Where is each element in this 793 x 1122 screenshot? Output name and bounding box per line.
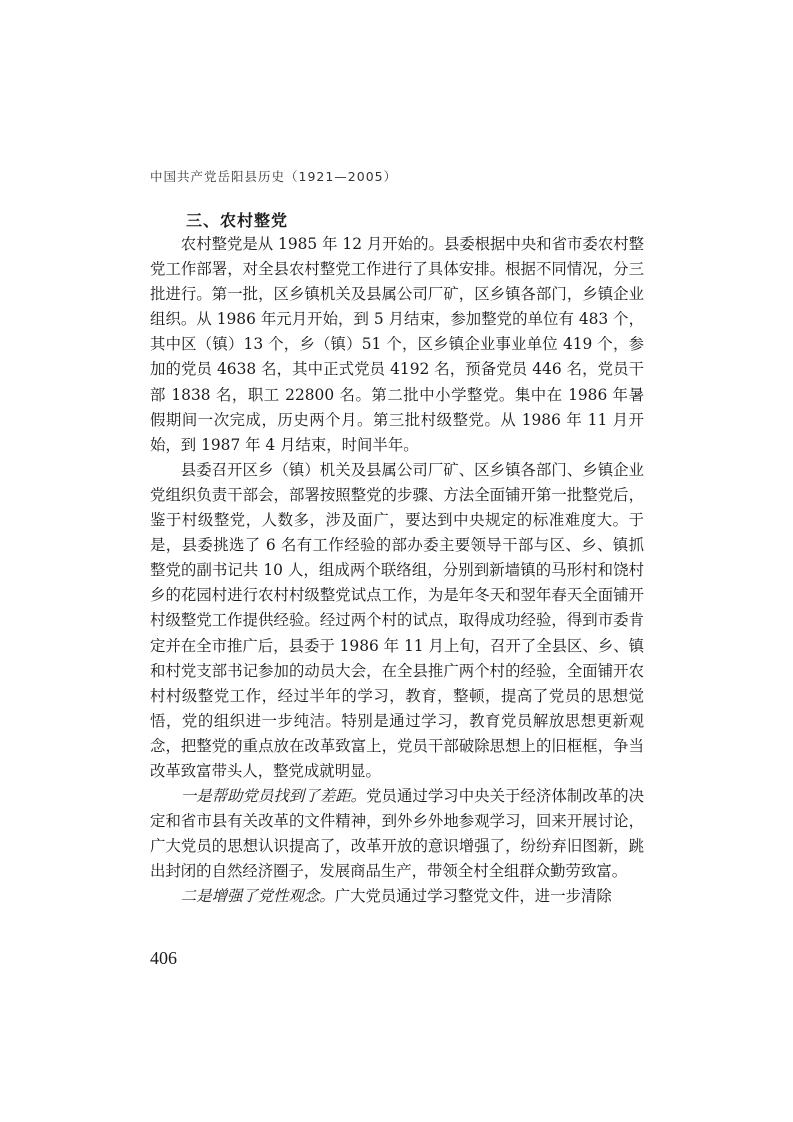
paragraph-text: 党员通过学习中央关于经济体制改革的决定和省市县有关改革的文件精神，到外乡外地参观学习，回来开展讨论，广大党员的思想认识提高了，改革开放的意识增强了，纷纷弃旧图新，跳出封闭的自然经济圈子，发展商品生产，带领全村全组群众勤劳致富。 xyxy=(150,787,644,881)
paragraph-lead: 二是增强了党性观念。 xyxy=(180,887,335,906)
page-number: 406 xyxy=(150,948,177,968)
paragraph-4 xyxy=(150,884,644,909)
paragraph-1 xyxy=(150,232,644,458)
paragraph-3 xyxy=(150,784,644,884)
paragraph-text: 农村整党是从 1985 年 12 月开始的。县委根据中央和省市委农村整党工作部署，对全县农村整党工作进行了具体安排。根据不同情况，分三批进行。第一批，区乡镇机关及县属公司厂矿，区乡镇各部门，乡镇企业组织。从 1986 年元月开始，到 5 月结束，参加整党的单位有 483 个，其中区（镇）13 个，乡（镇）51 个，区乡镇企业事业单位 419 个，参加的党员 4638 名，其中正式党员 4192 名，预备党员 446 名，党员干部 1838 名，职工 22800 名。第二批中小学整党。集中在 1986 年暑假期间一次完成，历史两个月。第三批村级整党。从 1986 年 11 月开始，到 1987 年 4 月结束，时间半年。 xyxy=(150,235,644,454)
paragraph-text: 县委召开区乡（镇）机关及县属公司厂矿、区乡镇各部门、乡镇企业党组织负责干部会，部署按照整党的步骤、方法全面铺开第一批整党后，鉴于村级整党，人数多，涉及面广，要达到中央规定的标准难度大。于是，县委挑选了 6 名有工作经验的部办委主要领导干部与区、乡、镇抓整党的副书记共 10 人，组成两个联络组，分别到新墙镇的马形村和饶村乡的花园村进行农村村级整党试点工作，为是年冬天和翌年春天全面铺开村级整党工作提供经验。经过两个村的试点，取得成功经验，得到市委肯定并在全市推广后，县委于 1986 年 11 月上旬，召开了全县区、乡、镇和村党支部书记参加的动员大会，在全县推广两个村的经验，全面铺开农村村级整党工作，经过半年的学习，教育，整顿，提高了党员的思想觉悟，党的组织进一步纯洁。特别是通过学习，教育党员解放思想更新观念，把整党的重点放在改革致富上，党员干部破除思想上的旧框框，争当改革致富带头人，整党成就明显。 xyxy=(150,460,644,780)
running-header: 中国共产党岳阳县历史（1921—2005） xyxy=(150,169,398,184)
paragraph-2 xyxy=(150,458,644,784)
section-title: 三、农村整党 xyxy=(186,211,289,230)
paragraph-lead: 一是帮助党员找到了差距。 xyxy=(180,787,367,806)
body-text xyxy=(150,232,644,910)
paragraph-text: 广大党员通过学习整党文件，进一步清除 xyxy=(334,887,612,906)
